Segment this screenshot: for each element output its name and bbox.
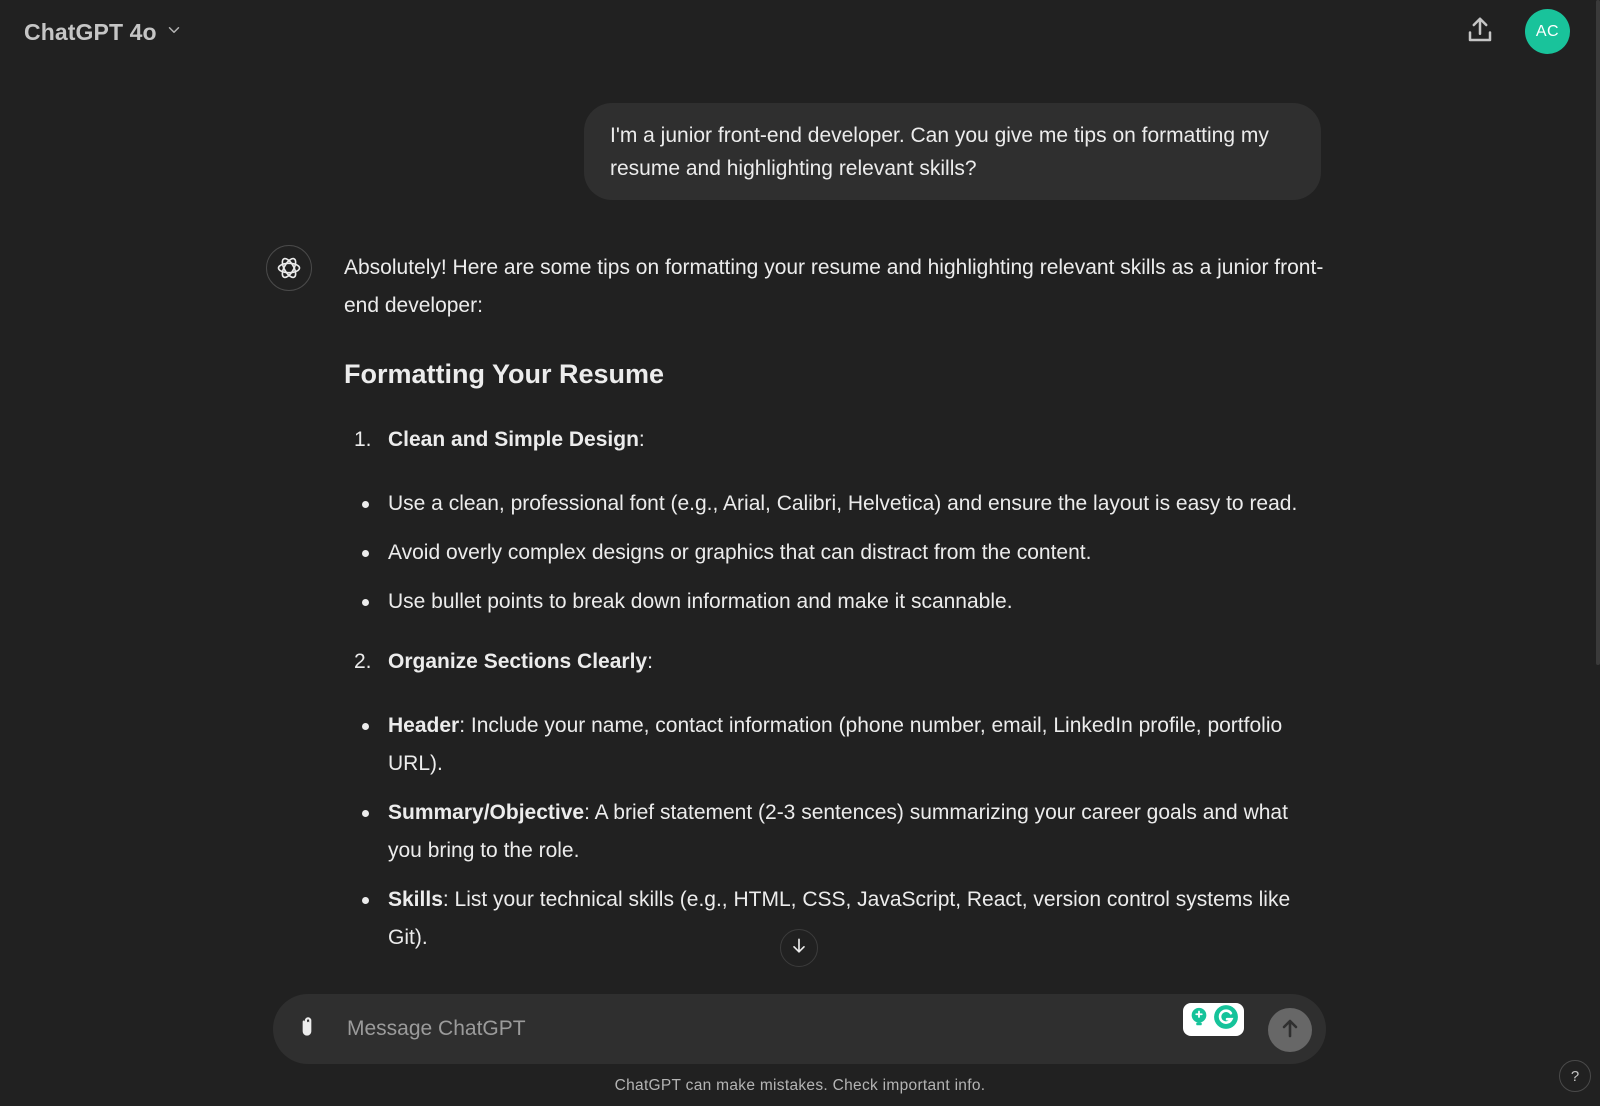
numbered-item-2 [344, 643, 1324, 681]
user-message-bubble: I'm a junior front-end developer. Can you give me tips on formatting my resume and highlighting relevant skills? [584, 103, 1321, 200]
attach-button[interactable] [289, 1011, 325, 1047]
message-input[interactable] [347, 1010, 1127, 1048]
list-item [388, 707, 1324, 783]
send-button[interactable] [1268, 1008, 1312, 1052]
list-item [388, 485, 1324, 523]
bullet-bold: Header [388, 714, 460, 737]
top-bar [0, 0, 1600, 64]
lightbulb-icon [1188, 1006, 1210, 1033]
message-composer [273, 994, 1326, 1064]
grammarly-widget[interactable] [1183, 1003, 1244, 1036]
bullet-bold: Summary/Objective [388, 801, 585, 824]
bullet-list-1 [344, 485, 1324, 621]
chevron-down-icon [165, 21, 183, 44]
list-item [388, 534, 1324, 572]
bullet-text: Use a clean, professional font (e.g., Arial, Calibri, Helvetica) and ensure the layout is easy to read. [388, 492, 1298, 515]
bullet-text: : A brief statement (2-3 sentences) summarizing your career goals and what you bring to the role. [388, 801, 1288, 862]
list-item [388, 583, 1324, 621]
share-button[interactable] [1462, 14, 1498, 50]
user-avatar[interactable]: AC [1525, 9, 1570, 54]
grammarly-icon [1213, 1004, 1239, 1035]
model-name: ChatGPT 4o [24, 18, 157, 45]
section-heading: Formatting Your Resume [344, 359, 665, 389]
conversation-area [0, 64, 1600, 994]
item-title: Organize Sections Clearly [388, 650, 648, 673]
help-button[interactable]: ? [1559, 1060, 1591, 1092]
item-suffix: : [638, 428, 645, 451]
item-title: Clean and Simple Design [388, 428, 639, 451]
bullet-text: : Include your name, contact information (phone number, email, LinkedIn profile, portfolio URL). [388, 714, 1283, 775]
bullet-text: Avoid overly complex designs or graphics that can distract from the content. [388, 541, 1092, 564]
chatgpt-logo-icon [266, 245, 312, 291]
paperclip-icon [294, 1014, 320, 1045]
share-icon [1465, 15, 1495, 50]
scroll-to-bottom-button[interactable] [780, 929, 818, 967]
bullet-list-2 [344, 707, 1324, 957]
item-number: 1. [354, 428, 372, 451]
bullet-bold: Skills [388, 888, 443, 911]
list-item [388, 881, 1324, 957]
disclaimer-text: ChatGPT can make mistakes. Check important info. [614, 1077, 986, 1094]
arrow-down-icon [789, 936, 809, 961]
assistant-message [344, 249, 1324, 968]
assistant-intro: Absolutely! Here are some tips on formatting your resume and highlighting relevant skills as a junior front-end developer: [344, 256, 1324, 317]
scrollbar[interactable] [1596, 0, 1600, 665]
list-item [388, 794, 1324, 870]
model-switcher[interactable] [12, 12, 195, 52]
numbered-item-1 [344, 421, 1324, 459]
item-number: 2. [354, 650, 372, 673]
arrow-up-icon [1278, 1016, 1302, 1045]
item-suffix: : [647, 650, 653, 673]
bullet-text: : List your technical skills (e.g., HTML, CSS, JavaScript, React, version control systems like Git). [388, 888, 1291, 949]
bullet-text: Use bullet points to break down information and make it scannable. [388, 590, 1013, 613]
